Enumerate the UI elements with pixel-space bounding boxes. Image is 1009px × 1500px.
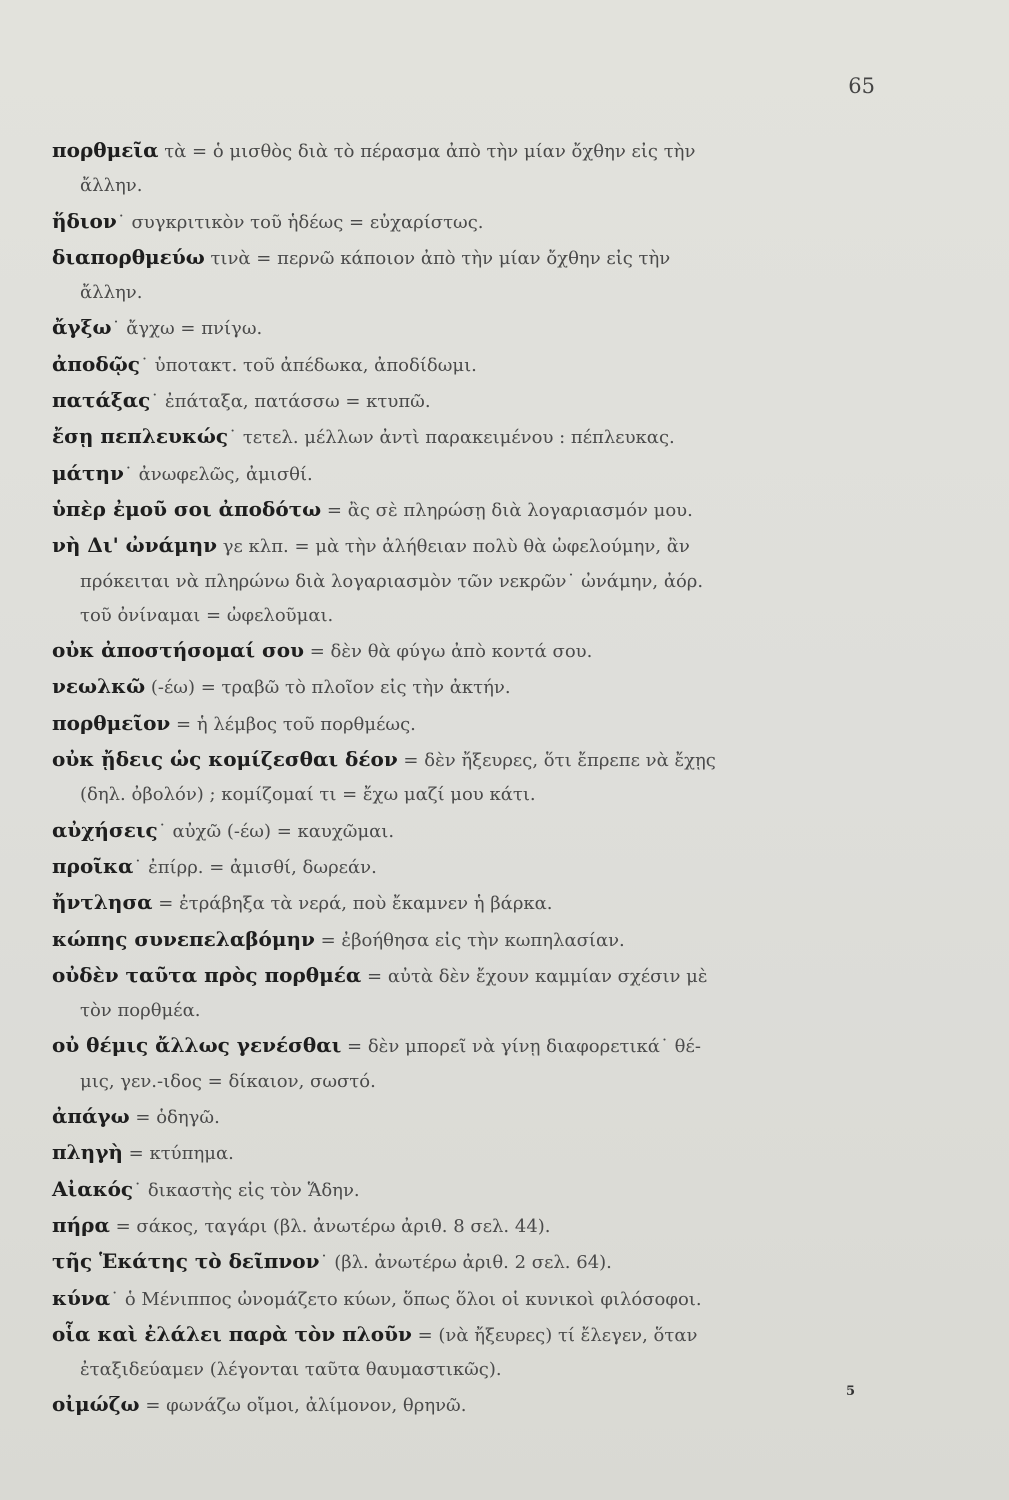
glossary-entry xyxy=(52,419,892,455)
glossary-entry xyxy=(52,383,892,419)
entry-line xyxy=(52,456,892,492)
entry-definition: = δὲν θὰ φύγω ἀπὸ κοντά σου. xyxy=(304,641,593,663)
entry-headword: ἔσῃ πεπλευκώς xyxy=(52,424,229,449)
entry-continuation: τὸν πορθμέα. xyxy=(80,1000,201,1022)
entry-headword: οὐ θέμις ἄλλως γενέσθαι xyxy=(52,1033,342,1058)
entry-line xyxy=(52,742,892,778)
glossary-entry xyxy=(52,922,892,958)
entry-headword: οἰμώζω xyxy=(52,1392,140,1417)
glossary-entry xyxy=(52,599,892,633)
entry-line xyxy=(52,669,892,705)
glossary-entry xyxy=(52,347,892,383)
entry-line xyxy=(52,813,892,849)
entry-definition: = δὲν μπορεῖ νὰ γίνῃ διαφορετικά˙ θέ- xyxy=(341,1036,701,1058)
entry-continuation: ἐταξιδεύαμεν (λέγονται ταῦτα θαυμαστικῶς). xyxy=(80,1359,502,1381)
entry-headword: αὐχήσεις xyxy=(52,817,158,842)
entry-definition: = ἡ λέμβος τοῦ πορθμέως. xyxy=(170,713,416,735)
entry-headword: προῖκα xyxy=(52,853,134,878)
entry-line xyxy=(52,1099,892,1135)
entry-line xyxy=(52,958,892,994)
entry-headword: οὐδὲν ταῦτα πρὸς πορθμέα xyxy=(52,962,362,987)
entry-headword: ἄγξω xyxy=(52,315,112,340)
entry-definition: (-έω) = τραβῶ τὸ πλοῖον εἰς τὴν ἀκτήν. xyxy=(145,677,511,699)
entry-line xyxy=(52,528,892,564)
entry-line xyxy=(52,204,892,240)
entry-headword: τῆς Ἑκάτης τὸ δεῖπνον xyxy=(52,1249,320,1274)
entry-line xyxy=(52,1135,892,1171)
glossary-entry xyxy=(52,1028,892,1099)
glossary-entry xyxy=(52,133,892,204)
entry-line xyxy=(52,347,892,383)
entry-line xyxy=(52,1028,892,1064)
entry-definition: τὰ = ὁ μισθὸς διὰ τὸ πέρασμα ἀπὸ τὴν μίαν ὄχθην εἰς τὴν xyxy=(158,141,696,162)
entry-line xyxy=(52,1172,892,1208)
entry-definition: ˙ τετελ. μέλλων ἀντὶ παρακειμένου : πέπλευκας. xyxy=(228,427,675,449)
entry-line xyxy=(52,419,892,455)
entry-headword: ἥδιον xyxy=(52,208,117,233)
entry-continuation: μις, γεν.-ιδος = δίκαιον, σωστό. xyxy=(80,1070,376,1092)
entry-definition: = ὁδηγῶ. xyxy=(129,1107,220,1129)
entry-line xyxy=(52,240,892,276)
entry-line xyxy=(52,633,892,669)
entry-headword: πληγὴ xyxy=(52,1140,123,1165)
entry-definition: = φωνάζω οἴμοι, ἀλίμονον, θρηνῶ. xyxy=(139,1395,467,1417)
entry-continuation: (δηλ. ὀβολόν) ; κομίζομαί τι = ἔχω μαζί μου κάτι. xyxy=(80,784,536,806)
entry-headword: οὐκ ᾔδεις ὡς κομίζεσθαι δέον xyxy=(52,747,398,772)
entry-headword: οὐκ ἀποστήσομαί σου xyxy=(52,638,305,663)
glossary-entry xyxy=(52,240,892,311)
entry-headword: ὑπὲρ ἐμοῦ σοι ἀποδότω xyxy=(52,496,322,521)
glossary-entry xyxy=(52,310,892,346)
glossary-entry xyxy=(52,1244,892,1280)
entry-definition: = κτύπημα. xyxy=(122,1143,234,1165)
glossary-entry xyxy=(52,528,892,599)
entry-continuation: ἄλλην. xyxy=(80,175,143,197)
entry-headword: κύνα xyxy=(52,1285,111,1310)
entry-line xyxy=(52,1208,892,1244)
glossary-entry xyxy=(52,633,892,669)
glossary-entry xyxy=(52,885,892,921)
entry-headword: ἤντλησα xyxy=(52,890,153,915)
entry-definition: ˙ ἐπίρρ. = ἀμισθί, δωρεάν. xyxy=(133,856,377,878)
entry-definition: ˙ συγκριτικὸν τοῦ ἡδέως = εὐχαρίστως. xyxy=(116,211,484,233)
signature-mark: 5 xyxy=(846,1384,856,1399)
entry-headword: οἷα καὶ ἐλάλει παρὰ τὸν πλοῦν xyxy=(52,1321,412,1346)
entry-line xyxy=(52,310,892,346)
entry-line xyxy=(52,383,892,419)
glossary-entry xyxy=(52,1208,892,1244)
entry-definition: ˙ ἐπάταξα, πατάσσω = κτυπῶ. xyxy=(150,391,431,413)
entry-line xyxy=(52,1387,892,1423)
entry-headword: νὴ Δι' ὠνάμην xyxy=(52,533,218,558)
entry-line xyxy=(52,492,892,528)
glossary-entry xyxy=(52,669,892,705)
entry-continuation: πρόκειται νὰ πληρώνω διὰ λογαριασμὸν τῶν νεκρῶν˙ ὠνάμην, ἀόρ. xyxy=(80,570,704,592)
glossary-entry xyxy=(52,849,892,885)
entry-line xyxy=(52,706,892,742)
entry-definition: = ἂς σὲ πληρώσῃ διὰ λογαριασμόν μου. xyxy=(321,499,693,521)
glossary-entry xyxy=(52,456,892,492)
glossary-entry xyxy=(52,1317,892,1388)
entry-definition: ˙ (βλ. ἀνωτέρω ἀριθ. 2 σελ. 64). xyxy=(319,1252,612,1274)
entry-definition: ˙ ἀνωφελῶς, ἀμισθί. xyxy=(123,463,313,485)
glossary-entry xyxy=(52,706,892,742)
entry-headword: νεωλκῶ xyxy=(52,674,146,699)
entry-definition: = σάκος, ταγάρι (βλ. ἀνωτέρω ἀριθ. 8 σελ. 44). xyxy=(109,1215,551,1237)
entry-definition: = δὲν ἤξευρες, ὅτι ἔπρεπε νὰ ἔχῃς xyxy=(397,750,716,772)
entry-line xyxy=(52,1281,892,1317)
glossary-entry xyxy=(52,1172,892,1208)
entry-definition: = ἐτράβηξα τὰ νερά, ποὺ ἔκαμνεν ἡ βάρκα. xyxy=(152,893,553,915)
entry-line xyxy=(52,885,892,921)
glossary-entry xyxy=(52,958,892,1029)
entry-definition: = αὐτὰ δὲν ἔχουν καμμίαν σχέσιν μὲ xyxy=(361,965,708,987)
entry-line xyxy=(52,1317,892,1353)
glossary-entry xyxy=(52,492,892,528)
entry-continuation: τοῦ ὀνίναμαι = ὠφελοῦμαι. xyxy=(80,604,334,626)
entry-headword: ἀποδῷς xyxy=(52,351,140,376)
glossary-entries xyxy=(52,133,892,1424)
entry-headword: ἀπάγω xyxy=(52,1104,130,1129)
entry-headword: πορθμεῖον xyxy=(52,710,171,735)
entry-headword: πατάξας xyxy=(52,388,151,413)
entry-headword: πορθμεῖα xyxy=(52,138,159,162)
entry-definition: ˙ ὑποτακτ. τοῦ ἀπέδωκα, ἀποδίδωμι. xyxy=(139,354,477,376)
glossary-entry xyxy=(52,1135,892,1171)
entry-definition: ˙ αὐχῶ (-έω) = καυχῶμαι. xyxy=(157,820,395,842)
glossary-entry xyxy=(52,1099,892,1135)
entry-definition: ˙ ὁ Μένιππος ὠνομάζετο κύων, ὅπως ὅλοι οἱ κυνικοὶ φιλόσοφοι. xyxy=(110,1288,702,1310)
entry-definition: τινὰ = περνῶ κάποιον ἀπὸ τὴν μίαν ὄχθην εἰς τὴν xyxy=(204,247,671,269)
entry-definition: = (νὰ ἤξευρες) τί ἔλεγεν, ὅταν xyxy=(411,1324,698,1346)
glossary-entry xyxy=(52,742,892,813)
glossary-entry xyxy=(52,1387,892,1423)
entry-headword: διαπορθμεύω xyxy=(52,244,205,269)
entry-headword: κώπης συνεπελαβόμην xyxy=(52,926,315,951)
glossary-entry xyxy=(52,1281,892,1317)
entry-headword: Αἰακός xyxy=(52,1176,134,1201)
entry-definition: = ἐβοήθησα εἰς τὴν κωπηλασίαν. xyxy=(314,929,625,951)
glossary-entry xyxy=(52,813,892,849)
entry-line xyxy=(52,849,892,885)
entry-headword: πήρα xyxy=(52,1212,110,1237)
entry-line xyxy=(52,922,892,958)
entry-definition: ˙ δικαστὴς εἰς τὸν Ἅδην. xyxy=(133,1179,360,1201)
entry-continuation: ἄλλην. xyxy=(80,282,143,304)
entry-headword: μάτην xyxy=(52,460,124,485)
entry-definition: γε κλπ. = μὰ τὴν ἀλήθειαν πολὺ θὰ ὠφελούμην, ἂν xyxy=(217,536,690,558)
glossary-entry xyxy=(52,204,892,240)
entry-line xyxy=(52,133,892,169)
entry-line xyxy=(52,1244,892,1280)
page-number: 65 xyxy=(848,74,875,98)
entry-definition: ˙ ἄγχω = πνίγω. xyxy=(111,318,263,340)
